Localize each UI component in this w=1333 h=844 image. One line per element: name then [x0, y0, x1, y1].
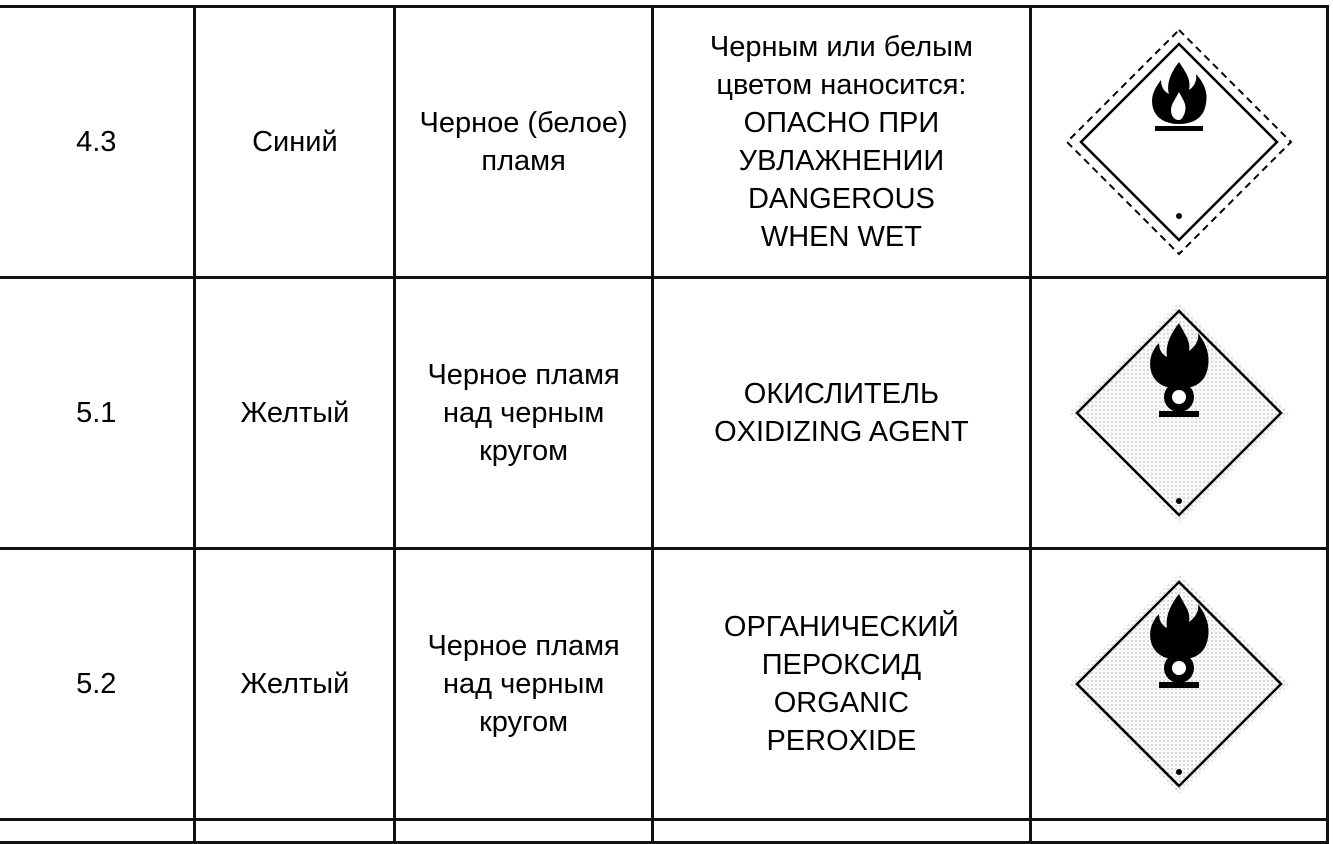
flame-dashed-diamond-icon [1059, 22, 1299, 262]
label-text-line: ОКИСЛИТЕЛЬ [743, 378, 940, 410]
label-text-line: Черным или белым [709, 31, 973, 63]
symbol-line: над черным [442, 397, 605, 429]
label-text-line: цветом наносится: [716, 69, 967, 101]
class-number-cell: 4.3 [0, 7, 195, 278]
symbol-line: кругом [479, 706, 569, 738]
symbol-description-cell [395, 278, 653, 549]
table-row [0, 549, 1328, 820]
symbol-line: Черное (белое) [419, 107, 628, 139]
hazard-classes-table [0, 5, 1329, 844]
class-number-cell: 5.1 [0, 278, 195, 549]
symbol-line: кругом [479, 435, 569, 467]
empty-cell [195, 820, 395, 843]
label-text-cell [652, 549, 1030, 820]
label-image-cell [1030, 549, 1327, 820]
table-row [0, 820, 1328, 843]
label-text-line: PEROXIDE [766, 725, 917, 757]
empty-cell [395, 820, 653, 843]
label-image-cell [1030, 278, 1327, 549]
class-number-cell: 5.2 [0, 549, 195, 820]
flame-over-circle-diamond-icon [1059, 564, 1299, 804]
flame-over-circle-diamond-icon [1059, 293, 1299, 533]
empty-cell [652, 820, 1030, 843]
label-text-line: OXIDIZING AGENT [714, 416, 969, 448]
label-text-line: ОПАСНО ПРИ [743, 107, 940, 139]
label-text-line: ПЕРОКСИД [761, 649, 922, 681]
symbol-line: Черное пламя [427, 630, 620, 662]
label-color-cell: Желтый [195, 549, 395, 820]
symbol-line: над черным [442, 668, 605, 700]
label-text-line: ОРГАНИЧЕСКИЙ [723, 611, 959, 643]
label-text-line: WHEN WET [760, 221, 922, 253]
label-image-cell [1030, 7, 1327, 278]
label-color-cell: Желтый [195, 278, 395, 549]
symbol-description-cell [395, 7, 653, 278]
table-row [0, 278, 1328, 549]
label-text-line: ORGANIC [773, 687, 910, 719]
empty-cell [1030, 820, 1327, 843]
label-color-cell: Синий [195, 7, 395, 278]
symbol-description-cell [395, 549, 653, 820]
table-row [0, 7, 1328, 278]
label-text-cell [652, 278, 1030, 549]
symbol-line: Черное пламя [427, 359, 620, 391]
symbol-line: пламя [481, 145, 566, 177]
label-text-cell [652, 7, 1030, 278]
empty-cell [0, 820, 195, 843]
label-text-line: УВЛАЖНЕНИИ [738, 145, 945, 177]
label-text-line: DANGEROUS [747, 183, 935, 215]
